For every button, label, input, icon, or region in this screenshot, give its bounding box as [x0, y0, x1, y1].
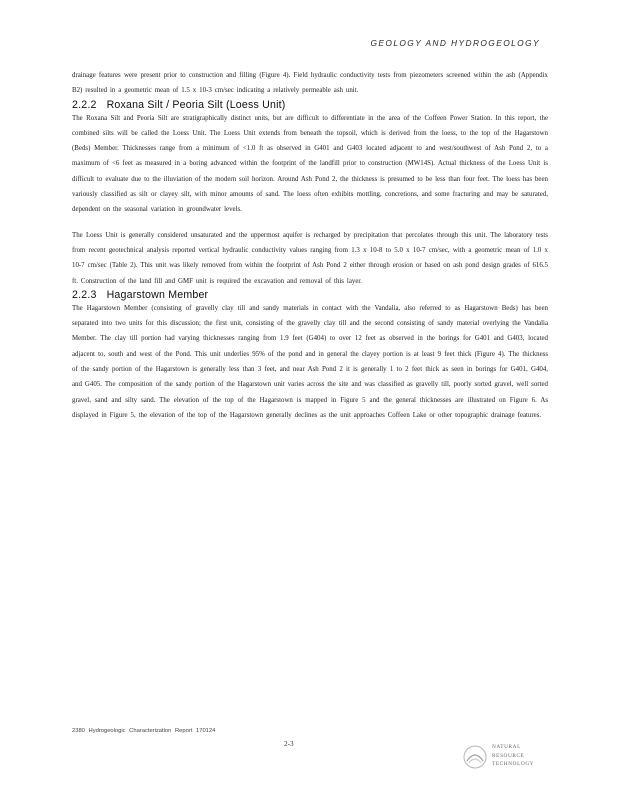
section-number: 2.2.3 — [72, 288, 97, 301]
running-header: GEOLOGY AND HYDROGEOLOGY — [370, 38, 540, 48]
section-heading-roxana — [72, 99, 548, 111]
company-logo — [462, 743, 546, 773]
section-number: 2.2.2 — [72, 98, 97, 111]
section-title: Hagarstown Member — [106, 288, 209, 301]
section-heading-hagarstown — [72, 289, 548, 301]
hagarstown-paragraph-1: The Hagarstown Member (consisting of gravelly clay till and sandy materials in contact with the Vandalia, also referred to as Hagarstown Beds) has been separated into two units for this discussion; the first unit, consisting of the gravelly clay till and the second consisting of sandy material overlying the Vandalia Member. The clay till portion had varying thicknesses ranging from 1.9 feet (G404) to over 12 feet as observed in the borings for G401 and G403, located adjacent to, south and west of the Pond. This unit underlies 95% of the pond and in general the clayey portion is at least 9 feet thick (Figure 4). The thickness of the sandy portion of the Hagarstown is generally less than 3 feet, and near Ash Pond 2 it is generally 1 to 2 feet thick as seen in borings for G401, G404, and G405. The composition of the sandy portion of the Hagarstown unit varies across the site and was classified as gravelly till, poorly sorted gravel, well sorted gravel, sand and silty sand. The elevation of the top of the Hagarstown is mapped in Figure 5 and the general thicknesses are illustrated on Figure 6. As displayed in Figure 5, the elevation of the top of the Hagarstown generally declines as the unit approaches Coffeen Lake or other topographic drainage features. — [72, 304, 548, 419]
logo-mark-icon — [462, 744, 488, 770]
logo-line: TECHNOLOGY — [492, 761, 535, 767]
intro-paragraph: drainage features were present prior to construction and filling (Figure 4). Field hydraulic conductivity tests from piezometers screened within the ash (Appendix B2) resulted in a geometric mean of 1.5 x 10-3 cm/sec indicating a relatively permeable ash unit. — [72, 72, 548, 95]
logo-line: RESOURCE — [492, 752, 525, 759]
logo-line: NATURAL — [492, 744, 521, 750]
page-number: 2-3 — [284, 740, 294, 748]
footer-document-ref: 2380 Hydrogeologic Characterization Report 170124 — [72, 728, 216, 734]
section-title: Roxana Silt / Peoria Silt (Loess Unit) — [106, 98, 286, 111]
logo-wordmark — [492, 743, 534, 769]
document-body — [72, 68, 548, 423]
roxana-paragraph-2: The Loess Unit is generally considered unsaturated and the uppermost aquifer is recharged by precipitation that percolates through this unit. The laboratory tests from recent geotechnical analysis reported vertical hydraulic conductivity values ranging from 1.3 x 10-8 to 5.0 x 10-7 cm/sec, with a geometric mean of 1.0 x 10-7 cm/sec (Table 2). This unit was likely removed from within the footprint of Ash Pond 2 either through erosion or based on ash pond design grades of 616.5 ft. Construction of the land fill and GMF unit is required the excavation and removal of this layer. — [72, 231, 548, 285]
roxana-paragraph-1: The Roxana Silt and Peoria Silt are stratigraphically distinct units, but are difficult to differentiate in the area of the Coffeen Power Station. In this report, the combined silts will be called the Loess Unit. The Loess Unit extends from beneath the topsoil, which is derived from the loess, to the top of the Hagarstown (Beds) Member. Thicknesses range from a minimum of <1.0 ft as observed in G401 and G403 located adjacent to and west/southwest of Ash Pond 2, to a maximum of <6 feet as measured in a boring advanced within the footprint of the landfill prior to construction (MW14S). Actual thickness of the Loess Unit is difficult to evaluate due to the illuviation of the modern soil horizon. Around Ash Pond 2, the thickness is presumed to be less than four feet. The loess has been variously classified as silt or clayey silt, with minor amounts of sand. The loess often exhibits mottling, concretions, and some fracturing and may be saturated, dependent on the seasonal variation in groundwater levels. — [72, 114, 548, 214]
